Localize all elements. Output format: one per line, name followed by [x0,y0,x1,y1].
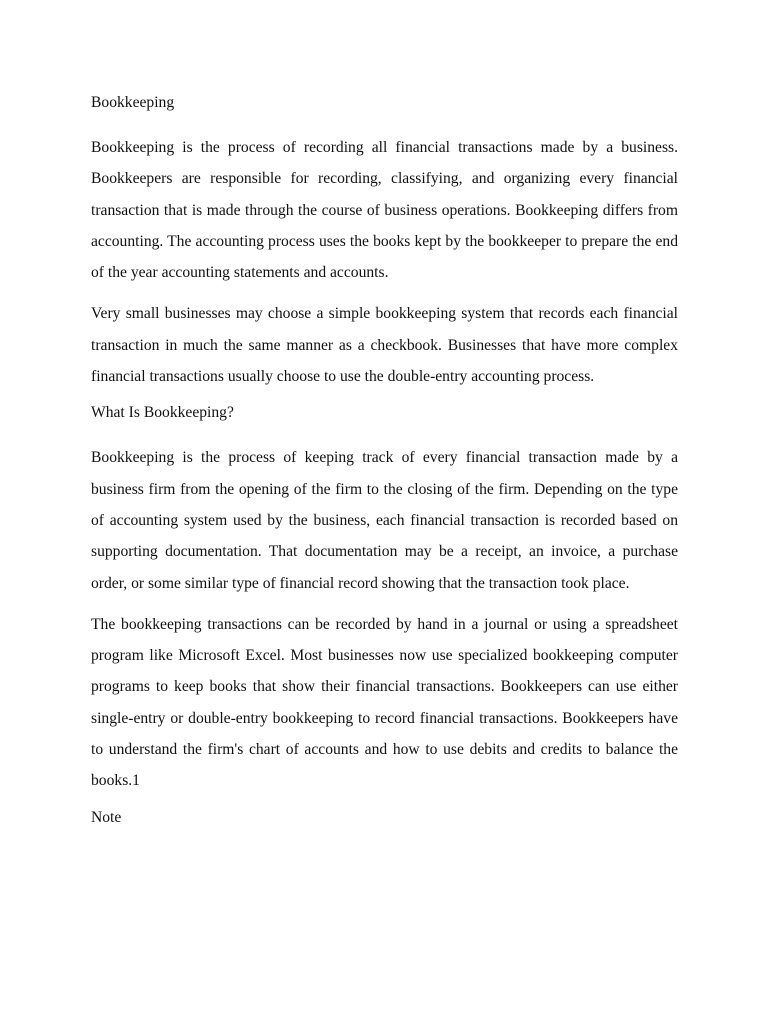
document-page [91,92,678,847]
paragraph-keeping-track: Bookkeeping is the process of keeping track of every financial transaction made by a business firm from the opening of the firm to the closing of the firm. Depending on the type of accounting system used by the business, each financial transaction is recorded based on supporting documentation. That documentation may be a receipt, an invoice, a purchase order, or some similar type of financial record showing that the transaction took place. [91,449,678,592]
section-heading-what-is-bookkeeping: What Is Bookkeeping? [91,404,234,422]
paragraph-small-businesses: Very small businesses may choose a simple bookkeeping system that records each financial transaction in much the same manner as a checkbook. Businesses that have more complex financial transactions usually choose to use the double-entry accounting process. [91,305,678,386]
document-title: Bookkeeping [91,94,175,111]
note-label: Note [91,808,122,826]
paragraph-recording-methods: The bookkeeping transactions can be recorded by hand in a journal or using a spreadsheet program like Microsoft Excel. Most businesses now use specialized bookkeeping computer programs to keep books that show their financial transactions. Bookkeepers can use either single-entry or double-entry bookkeeping to record financial transactions. Bookkeepers have to understand the firm's chart of accounts and how to use debits and credits to balance the books.1 [91,615,678,790]
paragraph-definition: Bookkeeping is the process of recording all financial transactions made by a business. Bookkeepers are responsible for recording, classifying, and organizing every financial transaction that is made through the course of business operations. Bookkeeping differs from accounting. The accounting process uses the books kept by the bookkeeper to prepare the end of the year accounting statements and accounts. [91,139,678,282]
